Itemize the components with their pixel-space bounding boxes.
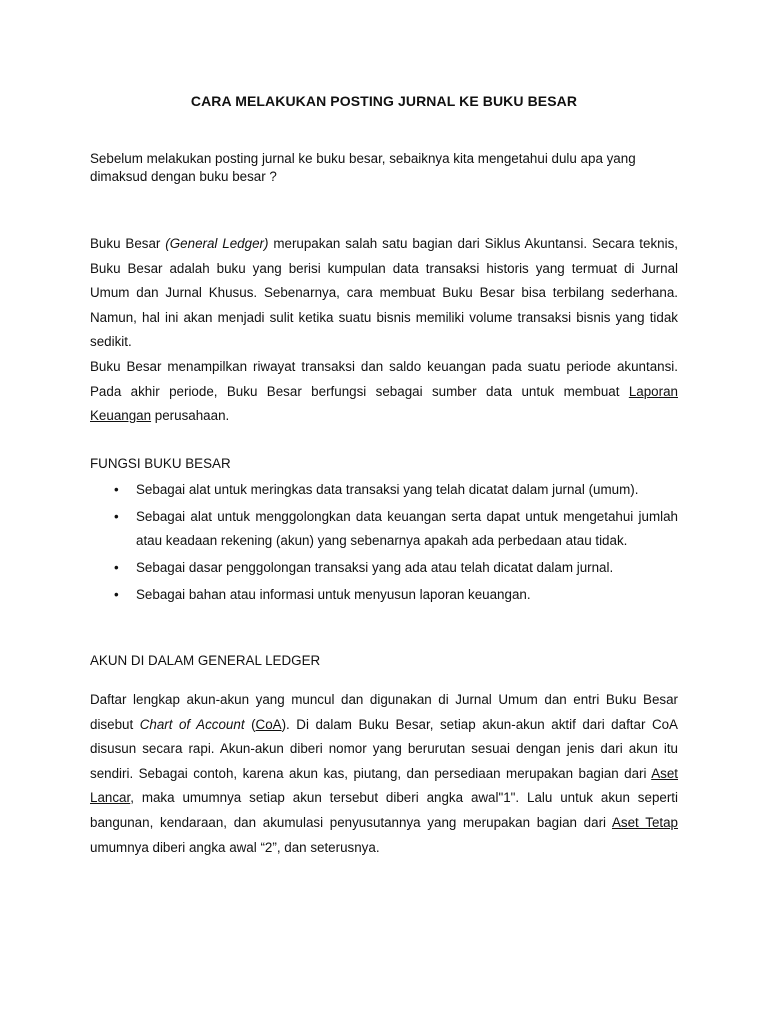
- list-item: [90, 556, 678, 581]
- section-heading-fungsi: FUNGSI BUKU BESAR: [90, 456, 231, 471]
- fungsi-bullet-list: [90, 478, 678, 608]
- paragraph-buku-besar-function: [90, 355, 678, 429]
- intro-line-2: dimaksud dengan buku besar ?: [90, 169, 277, 184]
- paragraph2-text-start: Buku Besar menampilkan riwayat transaksi dan saldo keuangan pada suatu periode akuntansi. Pada akhir periode, Buku Besar berfungsi sebagai sumber data untuk membuat: [90, 359, 678, 399]
- chart-of-account-term: Chart of Account: [139, 716, 245, 732]
- paragraph3-text-4: , maka umumnya setiap akun tersebut diberi angka awal"1". Lalu untuk akun seperti bangunan, kendaraan, dan akumulasi penyusutannya yang merupakan bagian dari: [90, 790, 678, 830]
- paragraph1-text-start: Buku Besar: [90, 236, 166, 251]
- paragraph3-text-3: ). Di dalam Buku Besar, setiap akun-akun aktif dari daftar CoA disusun secara rapi. Akun-akun diberi nomor yang berurutan sesuai dengan jenis dari akun itu sendiri. Sebagai contoh, karena akun kas, piutang, dan persediaan merupakan bagian dari: [90, 716, 678, 781]
- paragraph1-text-end: merupakan salah satu bagian dari Siklus Akuntansi. Secara teknis, Buku Besar adalah buku yang berisi kumpulan data transaksi historis yang termuat di Jurnal Umum dan Jurnal Khusus. Sebenarnya, cara membuat Buku Besar bisa terbilang sederhana. Namun, hal ini akan menjadi sulit ketika suatu bisnis memiliki volume transaksi bisnis yang tidak sedikit.: [90, 236, 678, 349]
- aset-tetap-link[interactable]: Aset Tetap: [611, 814, 679, 830]
- paragraph-general-ledger: [90, 232, 678, 355]
- bullet-icon: •: [114, 587, 119, 602]
- coa-link[interactable]: CoA: [255, 716, 282, 732]
- list-item: [90, 478, 678, 503]
- list-item: [90, 505, 678, 554]
- bullet-text: Sebagai alat untuk meringkas data transaksi yang telah dicatat dalam jurnal (umum).: [136, 482, 639, 497]
- intro-paragraph: [90, 150, 678, 186]
- document-title: CARA MELAKUKAN POSTING JURNAL KE BUKU BESAR: [190, 93, 578, 109]
- laporan-keuangan-link[interactable]: Laporan Keuangan: [90, 383, 678, 423]
- bullet-icon: •: [114, 482, 119, 497]
- intro-line-1: Sebelum melakukan posting jurnal ke buku besar, sebaiknya kita mengetahui dulu apa yang: [90, 151, 636, 166]
- section-heading-akun: AKUN DI DALAM GENERAL LEDGER: [90, 653, 321, 668]
- paragraph2-text-end: perusahaan.: [151, 408, 230, 423]
- bullet-text: Sebagai alat untuk menggolongkan data keuangan serta dapat untuk mengetahui jumlah atau keadaan rekening (akun) yang sebenarnya apakah ada perbedaan atau tidak.: [136, 508, 678, 548]
- bullet-text: Sebagai dasar penggolongan transaksi yang ada atau telah dicatat dalam jurnal.: [136, 559, 614, 575]
- aset-lancar-link[interactable]: Aset Lancar: [90, 765, 678, 806]
- list-item: [90, 583, 678, 608]
- paragraph3-text-2: (: [244, 716, 256, 732]
- paragraph-chart-of-account: [90, 688, 678, 860]
- bullet-text: Sebagai bahan atau informasi untuk menyusun laporan keuangan.: [136, 587, 531, 602]
- bullet-icon: •: [114, 508, 119, 524]
- paragraph1-italic-term: (General Ledger): [165, 236, 269, 251]
- paragraph3-text-5: umumnya diberi angka awal “2”, dan seterusnya.: [90, 839, 380, 855]
- bullet-icon: •: [114, 559, 119, 575]
- paragraph3-text-1: Daftar lengkap akun-akun yang muncul dan digunakan di Jurnal Umum dan entri Buku Besar disebut: [90, 692, 678, 732]
